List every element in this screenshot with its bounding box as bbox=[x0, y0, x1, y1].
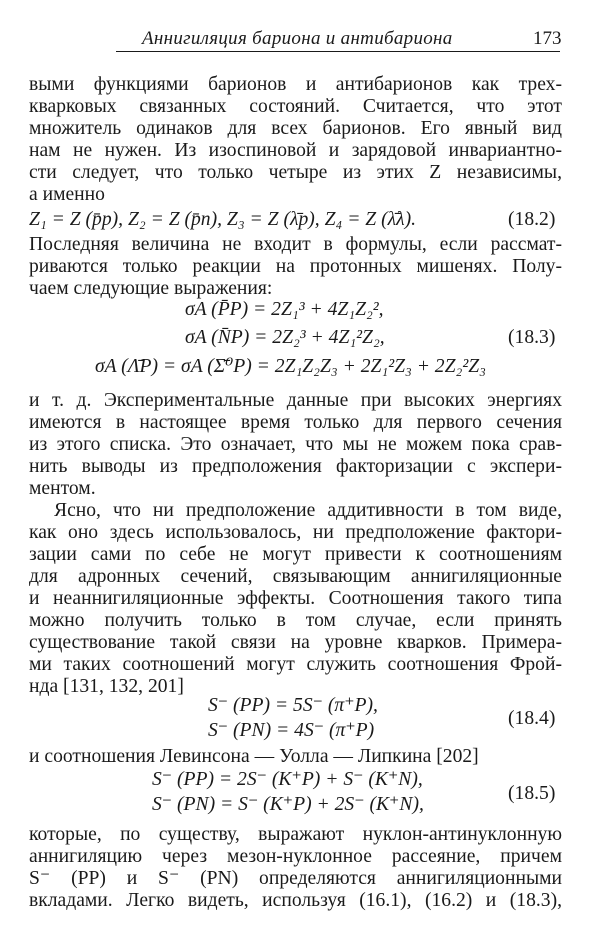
equation-18-4-line: S⁻ (PP) = 5S⁻ (π⁺P), bbox=[208, 695, 378, 716]
equation-18-5-line: S⁻ (PP) = 2S⁻ (K⁺P) + S⁻ (K⁺N), bbox=[152, 769, 423, 790]
text-line: которые, по существу, выражают нуклон-антинуклонную bbox=[29, 824, 562, 845]
text-line: можно получить только в том случае, если принять bbox=[29, 610, 562, 631]
text-line: существование такой связи на уровне кварков. Примера- bbox=[29, 632, 562, 653]
text-line: из этого списка. Это означает, что мы не можем пока срав- bbox=[29, 434, 562, 455]
equation-18-3-line: σA (N̄P) = 2Z₂³ + 4Z₁²Z₂, bbox=[185, 327, 385, 348]
text-line: и неаннигиляционные эффекты. Соотношения такого типа bbox=[29, 588, 562, 609]
equation-number-18-5: (18.5) bbox=[508, 783, 556, 804]
text-line: сти следует, что только четыре из этих Z независимы, bbox=[29, 162, 562, 183]
page-number: 173 bbox=[533, 28, 562, 49]
text-line: кварковых связанных состояний. Считается, что этот bbox=[29, 96, 562, 117]
text-line: множитель одинаков для всех барионов. Его явный вид bbox=[29, 118, 562, 139]
text-line: риваются только реакции на протонных мишенях. Полу- bbox=[29, 256, 562, 277]
text-line: чаем следующие выражения: bbox=[29, 278, 273, 299]
text-line: нда [131, 132, 201] bbox=[29, 676, 184, 697]
text-line: вкладами. Легко видеть, используя (16.1), (16.2) и (18.3), bbox=[29, 890, 562, 911]
text-line: а именно bbox=[29, 184, 105, 205]
text-line: ми таких соотношений могут служить соотношения Фрой- bbox=[29, 654, 562, 675]
text-line: как оно здесь использовалось, ни предположение фактори- bbox=[29, 522, 562, 543]
equation-18-5-line: S⁻ (PN) = S⁻ (K⁺P) + 2S⁻ (K⁺N), bbox=[152, 794, 424, 815]
equation-18-3-line: σA (P̄P) = 2Z₁³ + 4Z₁Z₂², bbox=[185, 299, 384, 320]
text-line: нам не нужен. Из изоспиновой и зарядовой инвариантно- bbox=[29, 140, 562, 161]
text-line: имеются в настоящее время только для первого сечения bbox=[29, 412, 562, 433]
equation-18-2: Z₁ = Z (p̄p), Z₂ = Z (p̄n), Z₃ = Z (λ̄p), Z₄ = Z (λ̄λ). bbox=[29, 209, 417, 230]
running-head bbox=[0, 26, 600, 54]
text-line: и соотношения Левинсона — Уолла — Липкина [202] bbox=[29, 746, 479, 767]
text-line: аннигиляцию через мезон-нуклонное рассеяние, причем bbox=[29, 846, 562, 867]
text-line: зации сами по себе не могут привести к соотношениям bbox=[29, 544, 562, 565]
text-line: нить выводы из предположения факторизации с экспери- bbox=[29, 456, 562, 477]
text-line: выми функциями барионов и антибарионов как трех- bbox=[29, 74, 562, 95]
equation-18-3-line: σA (Λ̄P) = σA (Σ̄⁰P) = 2Z₁Z₂Z₃ + 2Z₁²Z₃ + 2Z₂²Z₃ bbox=[95, 356, 486, 377]
text-line: Ясно, что ни предположение аддитивности в том виде, bbox=[54, 500, 562, 521]
text-line: ментом. bbox=[29, 478, 96, 499]
equation-number-18-2: (18.2) bbox=[508, 209, 556, 230]
header-rule bbox=[116, 51, 560, 52]
equation-number-18-3: (18.3) bbox=[508, 327, 556, 348]
running-head-title: Аннигиляция бариона и антибариона bbox=[142, 28, 453, 49]
text-line: Последняя величина не входит в формулы, если рассмат- bbox=[29, 234, 562, 255]
text-line: и т. д. Экспериментальные данные при высоких энергиях bbox=[29, 390, 562, 411]
equation-number-18-4: (18.4) bbox=[508, 708, 556, 729]
text-line: S⁻ (PP) и S⁻ (PN) определяются аннигиляционными bbox=[29, 868, 562, 889]
equation-18-4-line: S⁻ (PN) = 4S⁻ (π⁺P) bbox=[208, 720, 375, 741]
text-line: для адронных сечений, связывающим аннигиляционные bbox=[29, 566, 562, 587]
